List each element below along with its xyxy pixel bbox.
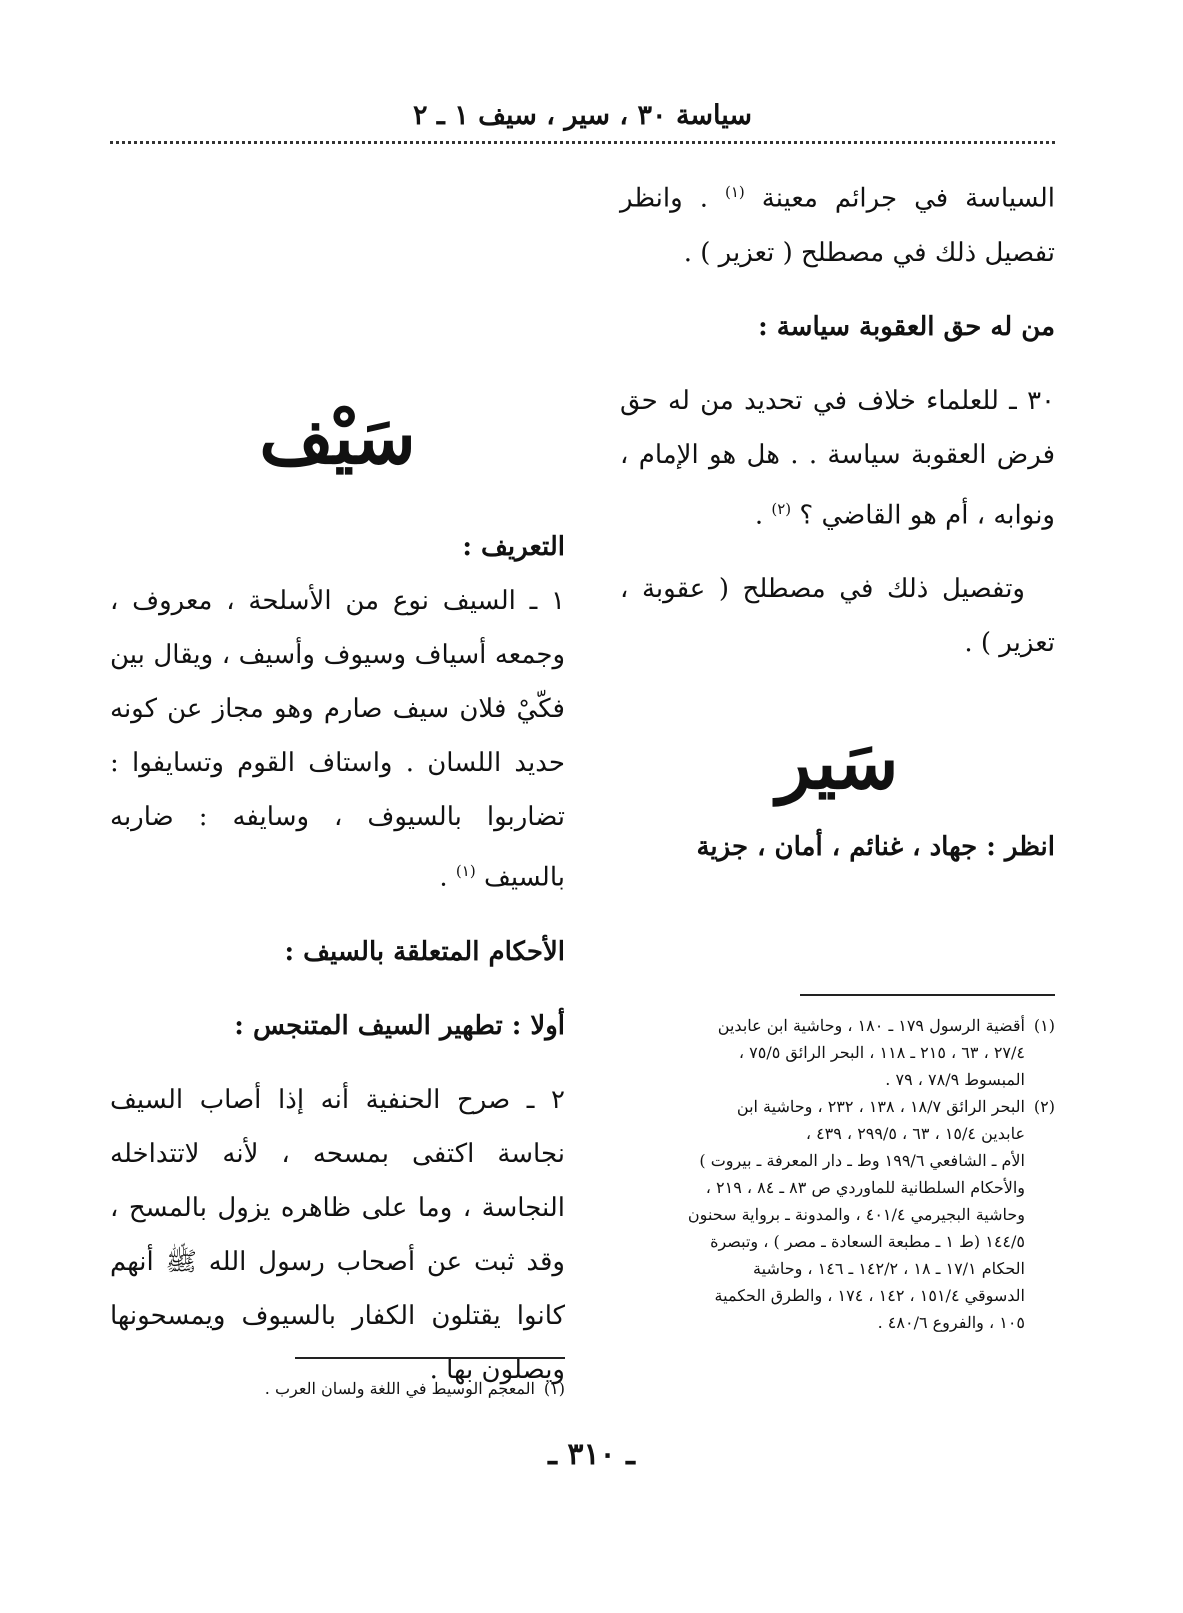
footnote-line: الدسوقي ١٥١/٤ ، ١٤٢ ، ١٧٤ ، والطرق الحكمية <box>714 1286 1025 1305</box>
spacer <box>620 542 1055 562</box>
spacer <box>110 905 565 925</box>
footnote-line: ١٠٥ ، والفروع ٤٨٠/٦ . <box>877 1313 1025 1332</box>
spacer <box>620 354 1055 374</box>
footnote-number: (٢) <box>1033 1097 1055 1116</box>
entry-title-siyar: سَير <box>776 720 899 805</box>
footnote-number: (١) <box>543 1379 565 1398</box>
paragraph-tail: . <box>754 500 764 531</box>
see-also-line: انظر : جهاد ، غنائم ، أمان ، جزية <box>696 832 1055 862</box>
page-number: ـ ٣١٠ ـ <box>548 1437 635 1472</box>
paragraph-text: ٣٠ ـ للعلماء خلاف في تحديد من له حق فرض العقوبة سياسة . . هل هو الإمام ، ونوابه ، أم هو القاضي ؟ <box>620 385 1055 531</box>
footnote-2 <box>600 1093 1055 1336</box>
section-heading-purification: أولا : تطهير السيف المتنجس : <box>234 1010 565 1041</box>
footnote-line: ٢٧/٤ ، ٦٣ ، ٢١٥ ـ ١١٨ ، البحر الرائق ٧٥/٥ ، <box>738 1043 1025 1062</box>
paragraph-text: ١ ـ السيف نوع من الأسلحة ، معروف ، وجمعه أسياف وسيوف وأسيف ، ويقال بين فكّيْ فلان سيف صارم وهو مجاز عن كونه حديد اللسان . واستاف القوم وتسايفوا : تضاربوا بالسيوف ، وسايفه : ضاربه بالسيف <box>110 586 565 893</box>
footnote-line: المبسوط ٧٨/٩ ، ٧٩ . <box>885 1070 1025 1089</box>
paragraph-1 <box>110 574 565 905</box>
footnote-ref: (١) <box>724 183 745 201</box>
section-heading-definition: التعريف : <box>462 532 565 562</box>
footnote-ref: (١) <box>455 862 476 880</box>
footnote-rule-right <box>800 994 1055 996</box>
paragraph-tail: . وانظر تفصيل ذلك في مصطلح ( تعزير ) . <box>620 183 1055 268</box>
footnote-rule-left <box>295 1357 565 1359</box>
footnote-line: عابدين ١٥/٤ ، ٦٣ ، ٢٩٩/٥ ، ٤٣٩ ، <box>805 1124 1025 1143</box>
spacer <box>620 280 1055 300</box>
footnote-number: (١) <box>1033 1016 1055 1035</box>
footnote-line: أقضية الرسول ١٧٩ ـ ١٨٠ ، وحاشية ابن عابدين <box>717 1016 1025 1035</box>
footnote-1 <box>600 1012 1055 1093</box>
paragraph-2: ٢ ـ صرح الحنفية أنه إذا أصاب السيف نجاسة اكتفى بمسحه ، لأنه لاتتداخله النجاسة ، وما على ظاهره يزول بالمسح ، وقد ثبت عن أصحاب رسول الله ﷺ أنهم كانوا يقتلون الكفار بالسيوف ويمسحونها ويصلون بها . <box>110 1084 565 1385</box>
footnote-line: والأحكام السلطانية للماوردي ص ٨٣ ـ ٨٤ ، ٢١٩ ، <box>705 1178 1025 1197</box>
footnote-line: المعجم الوسيط في اللغة ولسان العرب . <box>264 1379 535 1398</box>
right-column <box>620 165 1055 670</box>
paragraph-tail: . <box>439 862 448 893</box>
footnote-line: الأم ـ الشافعي ١٩٩/٦ وط ـ دار المعرفة ـ بيروت ) <box>699 1151 1025 1170</box>
paragraph-see-details: وتفصيل ذلك في مصطلح ( عقوبة ، تعزير ) . <box>620 574 1055 659</box>
header-dotted-rule <box>110 141 1055 144</box>
paragraph-30 <box>620 374 1055 543</box>
section-heading-penalty-right: من له حق العقوبة سياسة : <box>758 311 1055 342</box>
section-heading-rulings: الأحكام المتعلقة بالسيف : <box>284 936 565 967</box>
entry-title-sayf: سَيْف <box>259 395 416 480</box>
spacer <box>110 1053 565 1073</box>
footnote-line: ١٤٤/٥ (ط ١ ـ مطبعة السعادة ـ مصر ) ، وتبصرة <box>710 1232 1025 1251</box>
left-column <box>110 520 565 1397</box>
running-header: سياسة ٣٠ ، سير ، سيف ١ ـ ٢ <box>412 100 753 131</box>
paragraph-siyasa-continued <box>620 165 1055 280</box>
left-footnote-1 <box>110 1375 565 1402</box>
footnote-ref: (٢) <box>771 499 792 518</box>
footnote-line: الحكام ١٧/١ ـ ١٨ ، ١٤٢/٢ ـ ١٤٦ ، وحاشية <box>753 1259 1025 1278</box>
spacer <box>110 979 565 999</box>
footnote-line: البحر الرائق ١٨/٧ ، ١٣٨ ، ٢٣٢ ، وحاشية ابن <box>736 1097 1025 1116</box>
footnote-line: وحاشية البجيرمي ٤٠١/٤ ، والمدونة ـ برواية سحنون <box>687 1205 1025 1224</box>
right-footnotes <box>600 1012 1055 1336</box>
paragraph-text: السياسة في جرائم معينة <box>761 183 1056 214</box>
